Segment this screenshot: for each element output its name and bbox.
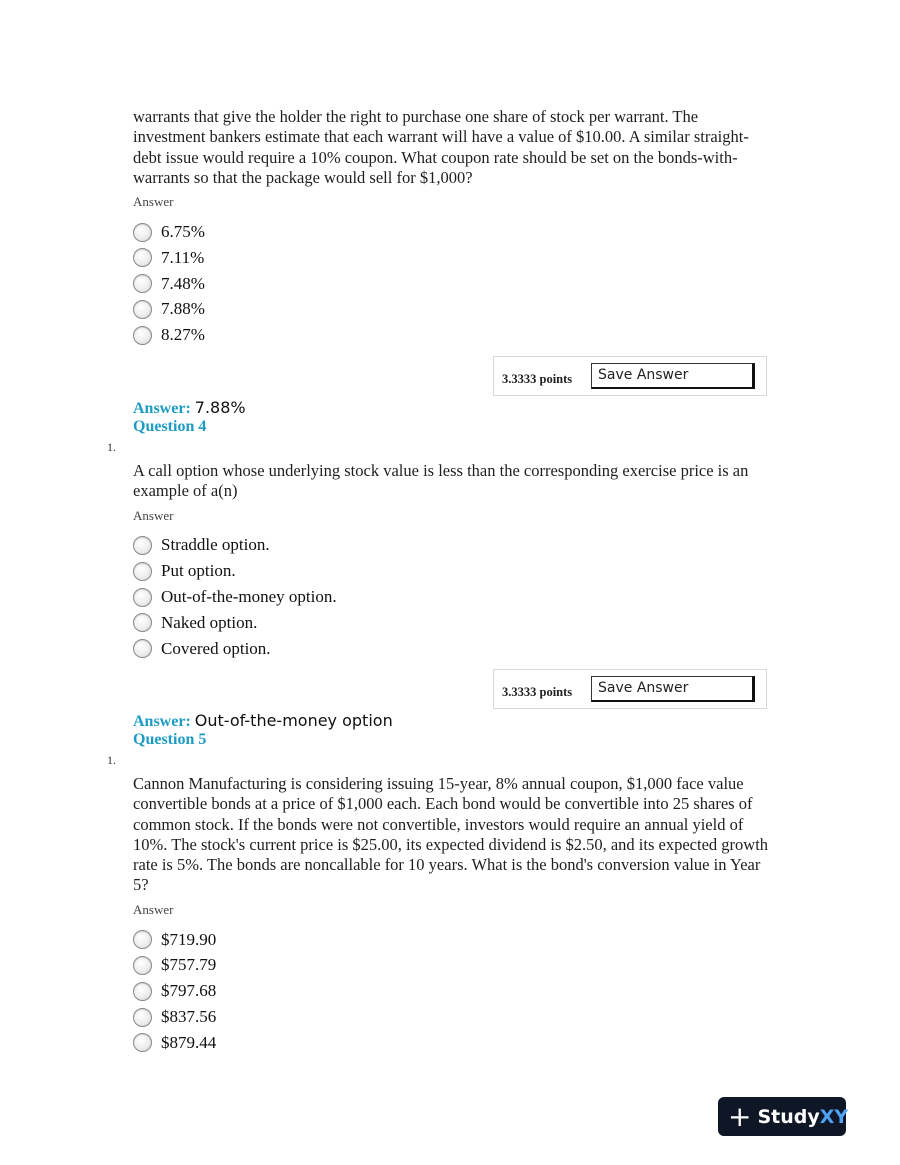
question-3-text: warrants that give the holder the right to purchase one share of stock per warrant. The investment bankers estimate that each warrant will have a value of $10.00. A similar straight-debt issue would require a 10% coupon. What coupon rate should be set on the bonds-with-warrants so that the package would sell for $1,000?: [133, 107, 749, 187]
question-5-heading: Question 5: [133, 731, 207, 748]
logo-text-xy: XY: [819, 1105, 849, 1128]
option-label: Out-of-the-money option.: [161, 587, 337, 607]
radio-button[interactable]: [133, 639, 152, 658]
points-label: 3.3333 points: [502, 685, 573, 699]
radio-button[interactable]: [133, 1033, 152, 1052]
radio-button[interactable]: [133, 1008, 152, 1027]
answer-option[interactable]: [133, 219, 773, 245]
option-label: Straddle option.: [161, 535, 270, 555]
answer-option[interactable]: [133, 245, 773, 271]
save-answer-button[interactable]: Save Answer: [591, 363, 755, 389]
save-answer-box: [493, 669, 767, 709]
option-label: Naked option.: [161, 612, 258, 632]
list-number: 1.: [107, 753, 116, 767]
answer-option[interactable]: [133, 584, 773, 610]
answer-option[interactable]: [133, 927, 773, 953]
option-label: $879.44: [161, 1032, 217, 1052]
question-4-text: A call option whose underlying stock value is less than the corresponding exercise price is an example of a(n): [133, 461, 749, 501]
radio-button[interactable]: [133, 588, 152, 607]
save-answer-button[interactable]: Save Answer: [591, 676, 755, 702]
given-answer: [133, 711, 393, 731]
question-5-text: Cannon Manufacturing is considering issuing 15-year, 8% annual coupon, $1,000 face value convertible bonds at a price of $1,000 each. Each bond would be convertible into 25 shares of common stock. If the bonds were not convertible, investors would require an annual yield of 10%. The stock's current price is $25.00, its expected dividend is $2.50, and its expected growth rate is 5%. The bonds are noncallable for 10 years. What is the bond's conversion value in Year 5?: [133, 774, 769, 895]
answer-option[interactable]: [133, 636, 773, 662]
given-answer-value: 7.88%: [194, 398, 246, 417]
question-3-block: [133, 107, 773, 348]
radio-button[interactable]: [133, 326, 152, 345]
answer-option[interactable]: [133, 271, 773, 297]
option-label: $797.68: [161, 981, 217, 1001]
option-label: Put option.: [161, 561, 236, 581]
radio-button[interactable]: [133, 274, 152, 293]
radio-button[interactable]: [133, 982, 152, 1001]
answer-option[interactable]: [133, 558, 773, 584]
radio-button[interactable]: [133, 223, 152, 242]
radio-button[interactable]: [133, 562, 152, 581]
question-4-heading: Question 4: [133, 418, 207, 435]
points-label: 3.3333 points: [502, 372, 573, 386]
answer-option[interactable]: [133, 533, 773, 559]
given-answer-label: Answer:: [133, 713, 191, 730]
answer-option[interactable]: [133, 953, 773, 979]
option-label: $837.56: [161, 1007, 217, 1027]
answer-option[interactable]: [133, 610, 773, 636]
answer-heading: Answer: [133, 901, 174, 917]
answer-option[interactable]: [133, 322, 773, 348]
answer-options: [133, 927, 773, 1056]
radio-button[interactable]: [133, 536, 152, 555]
plus-icon: +: [728, 1099, 752, 1133]
given-answer-value: Out-of-the-money option: [194, 711, 393, 730]
radio-button[interactable]: [133, 956, 152, 975]
radio-button[interactable]: [133, 248, 152, 267]
answer-options: [133, 219, 773, 348]
option-label: Covered option.: [161, 638, 271, 658]
radio-button[interactable]: [133, 613, 152, 632]
answer-option[interactable]: [133, 978, 773, 1004]
studyxy-logo: [718, 1097, 849, 1136]
logo-text-study: Study: [757, 1105, 820, 1128]
save-answer-box: [493, 356, 767, 396]
option-label: 6.75%: [161, 222, 205, 242]
option-label: 7.88%: [161, 299, 205, 319]
option-label: $757.79: [161, 955, 217, 975]
option-label: 8.27%: [161, 325, 205, 345]
list-number: 1.: [107, 440, 116, 454]
answer-heading: Answer: [133, 194, 174, 210]
given-answer: [133, 398, 246, 418]
question-4-block: [133, 461, 773, 662]
answer-heading: Answer: [133, 507, 174, 523]
answer-option[interactable]: [133, 297, 773, 323]
given-answer-label: Answer:: [133, 400, 191, 417]
answer-option[interactable]: [133, 1004, 773, 1030]
option-label: 7.48%: [161, 273, 205, 293]
radio-button[interactable]: [133, 930, 152, 949]
option-label: $719.90: [161, 929, 217, 949]
option-label: 7.11%: [161, 247, 205, 267]
answer-option[interactable]: [133, 1030, 773, 1056]
answer-options: [133, 533, 773, 662]
question-5-block: [133, 774, 773, 1056]
radio-button[interactable]: [133, 300, 152, 319]
